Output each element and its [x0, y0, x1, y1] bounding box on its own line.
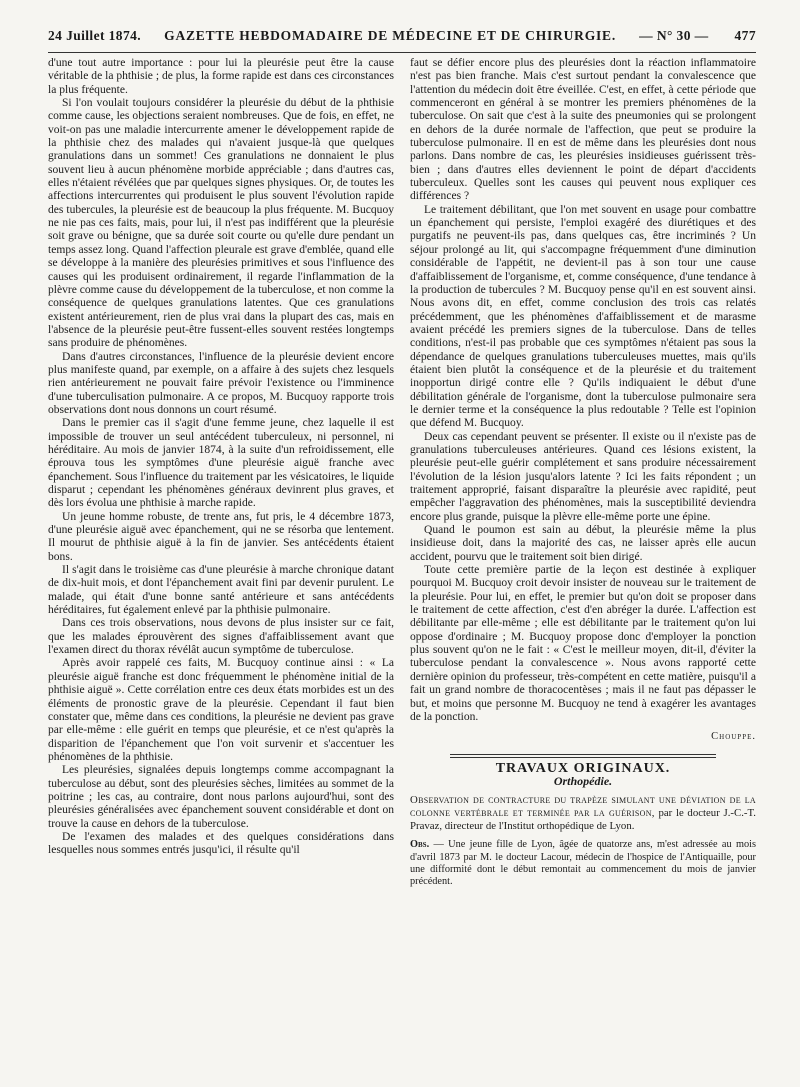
left-column — [48, 57, 394, 889]
paragraph: De l'examen des malades et des quelques considérations dans lesquelles nous sommes entrés jusqu'ici, il résulte qu'il — [48, 830, 394, 857]
article-title-author: par le docteur J.-C.-T. Pravaz, directeur de l'Institut orthopédique de Lyon. — [410, 807, 756, 833]
paragraph: Il s'agit dans le troisième cas d'une pleurésie à marche chronique datant de dix-huit mois, et dont l'épanchement avait fini par devenir purulent. Le malade, qui était d'une bonne santé antérieure et sans antécédents héréditaires, fut également enlevé par la phthisie pulmonaire. — [48, 564, 394, 617]
article-title — [410, 794, 756, 833]
paragraph: Toute cette première partie de la leçon est destinée à expliquer pourquoi M. Bucquoy croit devoir insister de nouveau sur le traitement de la pleurésie. Pour lui, en effet, le premier but qu'on doit se proposer dans le traitement de cette affection, c'est d'en abréger la durée. L'affection est débilitante par elle-même ; elle est débilitante par le traitement qu'on lui oppose d'ordinaire ; M. Bucquoy propose donc d'employer la ponction plus souvent qu'on ne le fait : « C'est le meilleur moyen, dit-il, d'éviter la tuberculose pendant la convalescence ». Nous avons rapporté cette dernière opinion du professeur, très-compétent en cette matière, puisqu'il a fait un grand nombre de thoracocentèses ; mais il ne faut pas dépasser le but, et moins que personne M. Bucquoy ne tend à exagérer les avantages de la ponction. — [410, 564, 756, 723]
paragraph: d'une tout autre importance : pour lui la pleurésie peut être la cause véritable de la phthisie ; de plus, la forme rapide est dans ces circonstances la plus fréquente. — [48, 57, 394, 96]
header-right — [639, 28, 756, 44]
observation-paragraph — [410, 839, 756, 889]
paragraph: Deux cas cependant peuvent se présenter. Il existe ou il n'existe pas de granulations tuberculeuses antérieures. Quand ces lésions existent, la pleurésie peut-elle guérir complétement et sans produire nécessairement l'évolution de la lésion jusqu'alors latente ? Ici les faits répondent ; un traitement approprié, faisant disparaître la pleurésie avec rapidité, peut empêcher l'aggravation des phénomènes, mais la susceptibilité deviendra encore plus grande, puisque la plèvre elle-même porte une épine. — [410, 430, 756, 523]
paragraph: Un jeune homme robuste, de trente ans, fut pris, le 4 décembre 1873, d'une pleurésie aiguë avec épanchement, qui ne se résorba que lentement. Il mourut de phthisie aiguë à la fin de janvier. Ses antécédents étaient bons. — [48, 510, 394, 563]
paragraph: Les pleurésies, signalées depuis longtemps comme accompagnant la tuberculose au début, sont des pleurésies sèches, limitées au sommet de la poitrine ; les cas, au contraire, dont nous parlons aujourd'hui, sont des pleurésies généralisées avec épanchement souvent considérable et dont on trouve la cause en dehors de la tuberculose. — [48, 764, 394, 830]
author-signature: Chouppe. — [711, 731, 756, 743]
issue-date: 24 Juillet 1874. — [48, 28, 142, 43]
journal-title: GAZETTE HEBDOMADAIRE DE MÉDECINE ET DE CHIRURGIE. — [164, 28, 617, 43]
section-title: TRAVAUX ORIGINAUX. — [495, 760, 671, 776]
page-number: 477 — [734, 28, 756, 43]
header-rule — [48, 52, 756, 53]
section-divider — [450, 754, 716, 758]
paragraph: Dans ces trois observations, nous devons de plus insister sur ce fait, que les malades éprouvèrent des signes d'affaiblissement avant que l'examen direct du thorax révélât aucun symptôme de tuberculose. — [48, 617, 394, 657]
paragraph: faut se défier encore plus des pleurésies dont la réaction inflammatoire n'est pas bien franche. Mais c'est surtout pendant la convalescence que l'attention du médecin doit être éveillée. C'est, en effet, à cette période que commenceront en général à se montrer les premiers phénomènes de la tuberculose. On sait que c'est à la suite des pneumonies qui se prolongent en dehors de la durée normale de l'affection, que peut se produire la tuberculose pulmonaire. Il en est de même dans les pleurésies dont nous parlons. Dans nombre de cas, les pleurésies insidieuses guérissent très-bien ; dans d'autres elles deviennent le point de départ d'accidents tuberculeux. Quelles sont les causes qui peuvent nous expliquer ces différences ? — [410, 57, 756, 203]
text-columns — [48, 57, 756, 889]
paragraph: Si l'on voulait toujours considérer la pleurésie du début de la phthisie comme cause, les objections seraient nombreuses. Que de fois, en effet, ne voit-on pas une maladie intercurrente amener le développement rapide de la phthisie chez des malades qui n'avaient jusque-là que quelques granulations dans un sommet! Ces granulations ne donnaient le plus souvent lieu à aucun phénomène morbide appréciable ; dans d'autres cas, elles n'étaient révélées que par quelques signes physiques. Or, de toutes les affections intercurrentes qui produisent le plus souvent l'évolution rapide des tubercules, la pleurésie est de beaucoup la plus fréquente. M. Bucquoy ne nie pas ces faits, mais, pour lui, il n'est pas indifférent que la pleurésie soit grave ou bénigne, que sa durée soit courte ou qu'elle dure pendant un temps assez long. Quand l'affection pleurale est grave d'emblée, quand elle se développe à la manière des pleurésies primitives et sous l'influence des causes qui les produisent ordinairement, il regarde l'inflammation de la plèvre comme cause du développement de la tuberculose, et non comme la conséquence de quelques granulations latentes. Que ces granulations existent antérieurement, rien de plus vrai dans la plupart des cas, mais en l'absence de la pleurésie peut-être fussent-elles souvent restées longtemps sans produire de phénomènes. — [48, 97, 394, 350]
observation-text: — Une jeune fille de Lyon, âgée de quatorze ans, m'est adressée au mois d'avril 1873 par M. le docteur Lacour, médecin de l'hospice de l'Antiquaille, pour une difformité dont le début remontait au commencement du mois de janvier précédent. — [410, 839, 756, 888]
section-subtitle: Orthopédie. — [553, 773, 613, 788]
paragraph: Le traitement débilitant, que l'on met souvent en usage pour combattre un épanchement qui persiste, l'emploi exagéré des diurétiques et des purgatifs ne peuvent-ils pas, dans quelques cas, être incriminés ? Un séjour prolongé au lit, qui s'accompagne fréquemment d'une diminution considérable de l'appétit, ne devient-il pas à son tour une cause d'affaiblissement de l'organisme, et, comme conséquence, d'une tendance à la production de tubercules ? M. Bucquoy pense qu'il en est souvent ainsi. Nous avons dit, en effet, comme conclusion des trois cas relatés précédemment, que les phénomènes d'affaiblissement et de marasme avaient précédé les premiers signes de la tuberculose. Dans de telles conditions, n'est-il pas probable que ces symptômes n'étaient pas sous la dépendance de quelques granulations tuberculeuses muettes, mais qu'ils étaient bien plutôt la conséquence et de la pleurésie et du traitement inopportun dirigé contre elle ? Qu'ils indiquaient le début d'une débilitation générale de l'organisme, dont la tuberculose pulmonaire sera le dernier terme et la conséquence la plus redoutable ? Telle est l'opinion que défend M. Bucquoy. — [410, 203, 757, 430]
issue-number: — N° 30 — — [639, 28, 709, 43]
paragraph: Quand le poumon est sain au début, la pleurésie même la plus insidieuse doit, dans la majorité des cas, ne laisser après elle aucun accident, pourvu que le traitement soit bien dirigé. — [410, 524, 756, 563]
paragraph: Après avoir rappelé ces faits, M. Bucquoy continue ainsi : « La pleurésie aiguë franche est donc fréquemment le phénomène initial de la phthisie aiguë ». Cette corrélation entre ces deux états morbides est un des éléments de pronostic grave de la pleurésie. Cependant il faut bien constater que, même dans ces conditions, la pleurésie ne devient pas grave par elle-même : elle guérit en temps que pleurésie, et ce n'est qu'après la disparition de l'épanchement que l'on voit survenir et s'accentuer les phénomènes de la phthisie. — [48, 657, 394, 763]
right-column — [410, 57, 756, 889]
page-header — [48, 28, 756, 50]
paragraph: Dans le premier cas il s'agit d'une femme jeune, chez laquelle il est impossible de trouver un seul antécédent tuberculeux, ni personnel, ni héréditaire. Au mois de janvier 1874, à la suite d'un refroidissement, elle éprouva tous les symptômes d'une pleurésie aiguë franche avec épanchement. Sous l'influence du traitement par les vésicatoires, le liquide disparut ; cependant les phénomènes généraux devinrent plus graves, et dès lors évolua une phthisie à marche rapide. — [48, 417, 394, 510]
article-title-caps: Observation de contracture du trapèze simulant une déviation de la colonne vertébrale et terminée par la guérison, — [410, 794, 756, 820]
paragraph: Dans d'autres circonstances, l'influence de la pleurésie devient encore plus manifeste quand, par exemple, on a affaire à des sujets chez lesquels rien antérieurement ne pouvait faire prévoir l'existence ou l'imminence d'une tuberculisation pulmonaire. A ce propos, M. Bucquoy rapporte trois observations dont nous donnons un court résumé. — [48, 350, 394, 416]
observation-lead: Obs. — [410, 839, 430, 851]
